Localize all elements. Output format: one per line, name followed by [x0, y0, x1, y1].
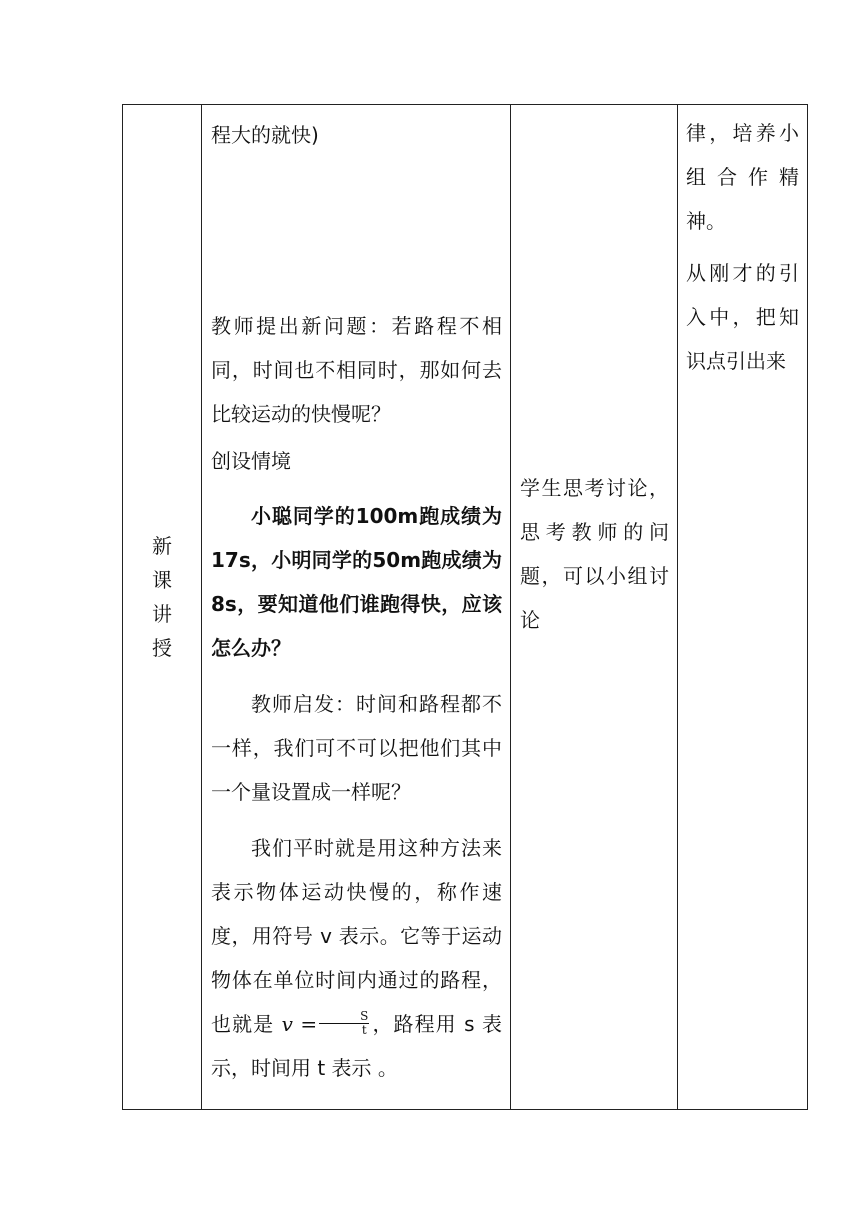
situation-text: 小聪同学的100m跑成绩为17s，小明同学的50m跑成绩为8s，要知道他们谁跑得快，应该怎么办？: [211, 504, 502, 660]
design-intent-text-1: 律，培养小组合作精神。: [686, 121, 799, 233]
speed-formula: [281, 1009, 372, 1037]
teacher-activity-cell: [202, 105, 511, 1110]
paragraph-gap: [211, 814, 502, 826]
student-activity-text: 学生思考讨论，思考教师的问题，可以小组讨论: [520, 476, 669, 632]
definition-end: ，路程用 s 表示，时间用 t 表示 。: [211, 1012, 503, 1080]
speed-definition: [211, 826, 502, 1090]
design-intent-text-2: 从刚才的引入中，把知识点引出来: [686, 261, 799, 373]
formula-denominator: t: [361, 1023, 367, 1037]
design-intent-cell: [678, 105, 808, 1110]
student-activity-cell: [511, 105, 678, 1110]
formula-fraction: [319, 1010, 369, 1037]
lesson-plan-table: [122, 104, 808, 1110]
definition-start: 我们平时就是用这种方法来表示物体运动快慢的，称作速度，用符号 v 表示。它等于运动物体在单位时间内通过的路程，也就是: [211, 836, 502, 1036]
situation-heading: 创设情境: [211, 449, 291, 473]
paragraph-gap: [211, 670, 502, 682]
stage-cell: [123, 105, 202, 1110]
continued-text: 程大的就快): [211, 123, 319, 147]
formula-lhs: v =: [281, 1012, 318, 1036]
stage-label: 新课讲授: [152, 534, 172, 660]
teacher-hint: 教师启发：时间和路程都不一样，我们可不可以把他们其中一个量设置成一样呢？: [211, 692, 502, 804]
table-row: [123, 105, 808, 1110]
blank-space: [211, 157, 502, 304]
formula-numerator: S: [319, 1010, 369, 1024]
teacher-question: 教师提出新问题：若路程不相同，时间也不相同时，那如何去比较运动的快慢呢？: [211, 314, 502, 426]
